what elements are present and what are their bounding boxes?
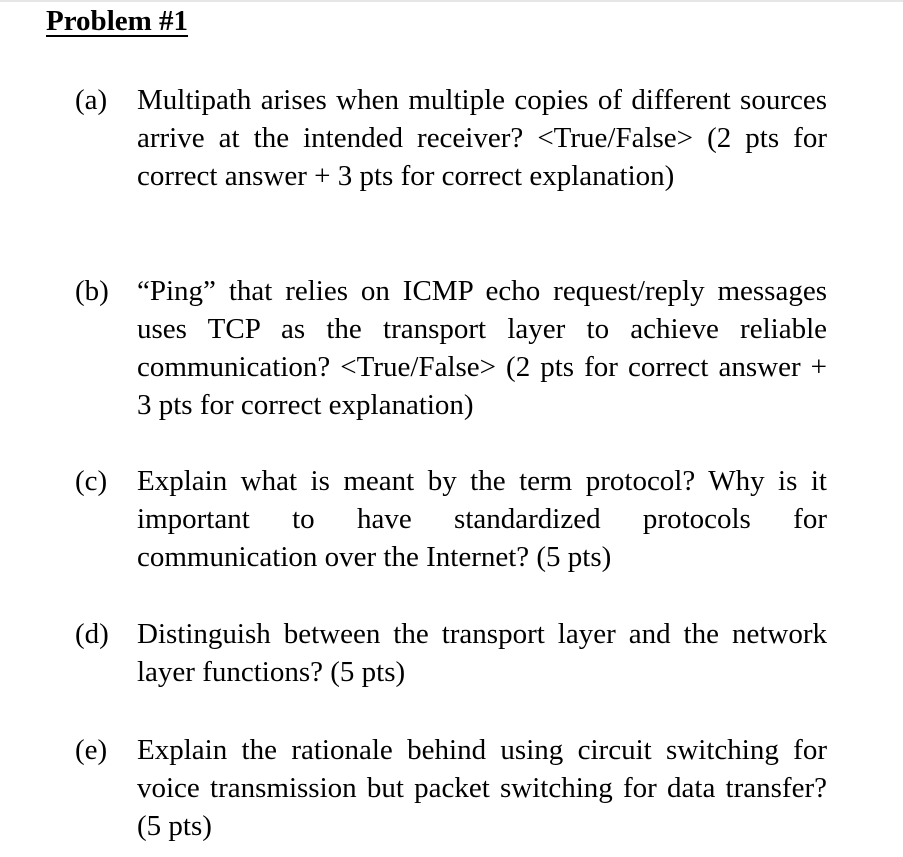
problem-heading: Problem #1 xyxy=(46,5,189,37)
question-d-text: Distinguish between the transport layer and the network layer functions? (5 pts) xyxy=(137,618,827,688)
question-b-letter: (b) xyxy=(75,275,109,307)
question-d xyxy=(75,615,827,691)
question-b-text: “Ping” that relies on ICMP echo request/reply messages uses TCP as the transport layer to achieve reliable communication? <True/False> (2 pts for correct answer + 3 pts for correct explanation) xyxy=(137,275,827,421)
question-c-text: Explain what is meant by the term protocol? Why is it important to have standardized protocols for communication over the Internet? (5 pts) xyxy=(137,465,827,573)
question-c-letter: (c) xyxy=(75,465,108,497)
question-e-text: Explain the rationale behind using circuit switching for voice transmission but packet switching for data transfer? (5 pts) xyxy=(137,734,827,842)
question-a-text: Multipath arises when multiple copies of different sources arrive at the intended receiver? <True/False> (2 pts for correct answer + 3 pts for correct explanation) xyxy=(137,84,827,192)
question-e xyxy=(75,731,827,845)
question-e-letter: (e) xyxy=(75,734,108,766)
question-b xyxy=(75,272,827,424)
question-d-letter: (d) xyxy=(75,618,109,650)
question-a xyxy=(75,81,827,195)
question-c xyxy=(75,462,827,576)
question-a-letter: (a) xyxy=(75,84,108,116)
page-top-border xyxy=(0,0,903,2)
